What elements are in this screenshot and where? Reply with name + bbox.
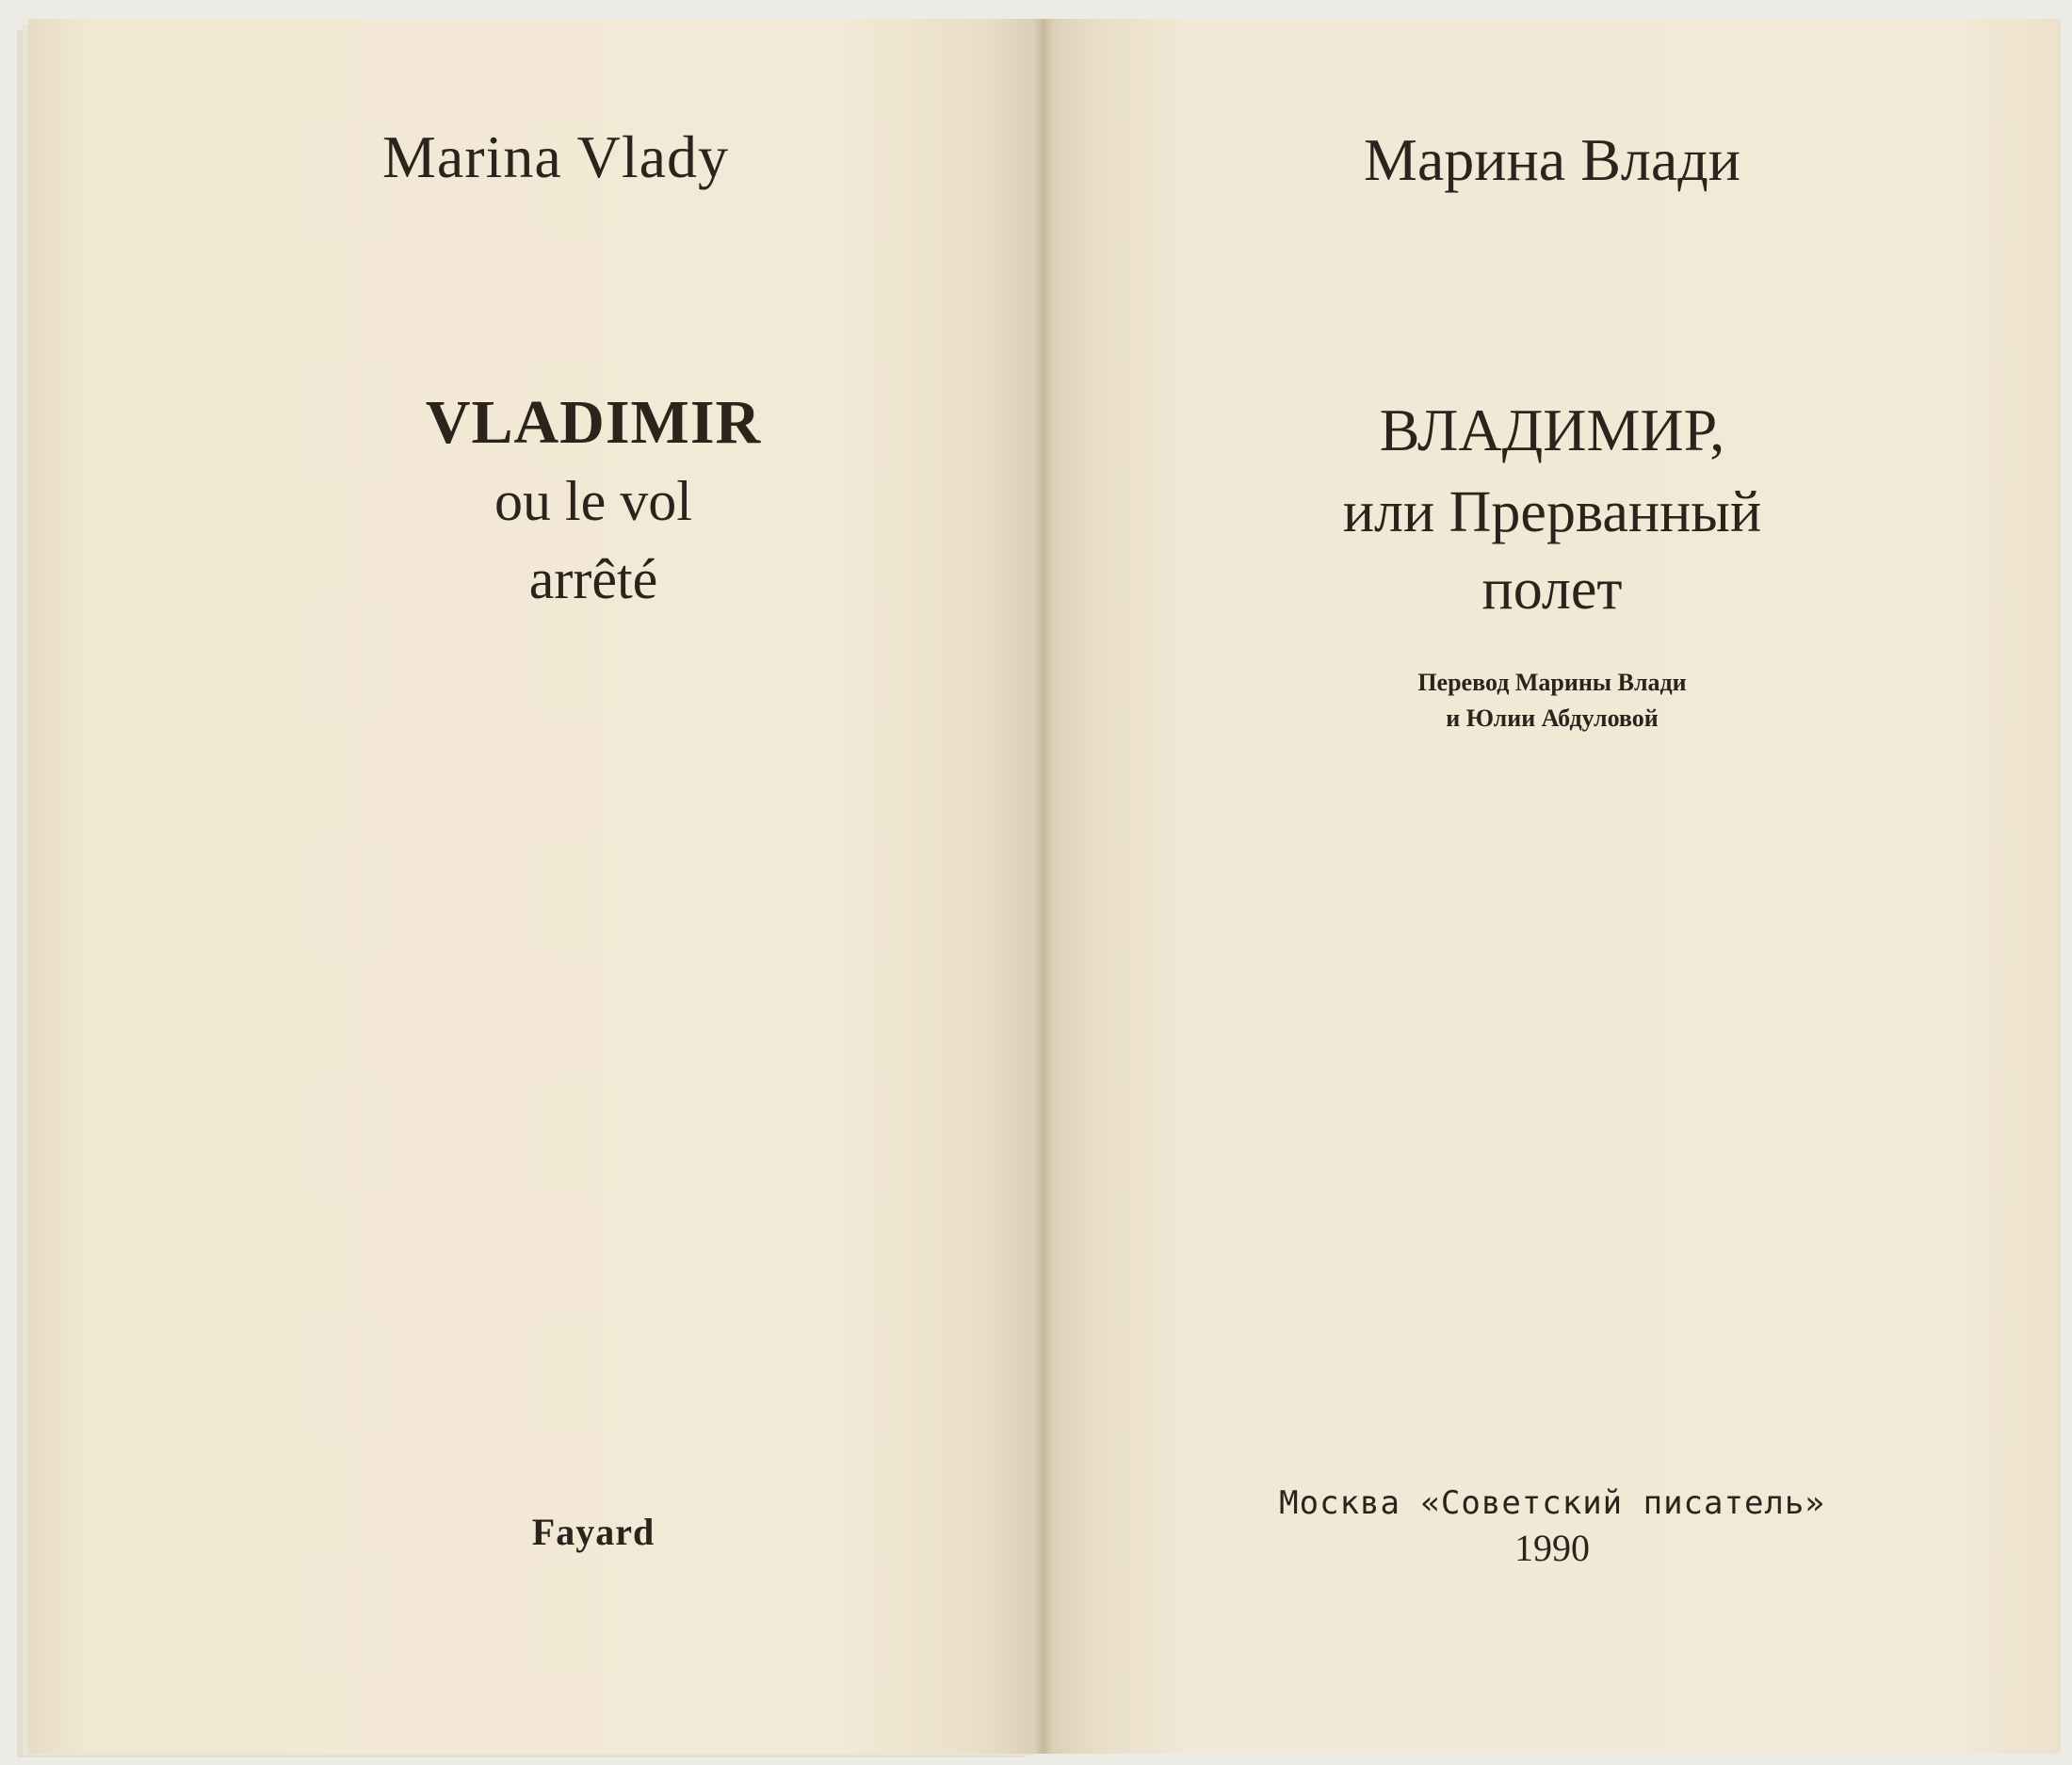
left-page xyxy=(28,19,1044,1754)
right-translation-line2: и Юлии Абдуловой xyxy=(1446,704,1659,732)
right-city-publisher: Москва «Советский писатель» xyxy=(1279,1484,1825,1522)
right-subtitle-line1: или Прерванный xyxy=(1342,480,1762,544)
right-subtitle-line2: полет xyxy=(1481,558,1623,622)
left-title: VLADIMIR xyxy=(425,388,762,457)
left-subtitle-line2: arrêté xyxy=(528,548,658,610)
left-subtitle-line1: ou le vol xyxy=(494,470,692,532)
right-title: ВЛАДИМИР, xyxy=(1379,397,1725,463)
right-author: Марина Влади xyxy=(1363,126,1741,193)
left-author: Marina Vlady xyxy=(381,123,730,190)
right-year: 1990 xyxy=(1514,1527,1590,1569)
right-translation-line1: Перевод Марины Влади xyxy=(1417,669,1687,696)
left-publisher: Fayard xyxy=(531,1511,656,1553)
